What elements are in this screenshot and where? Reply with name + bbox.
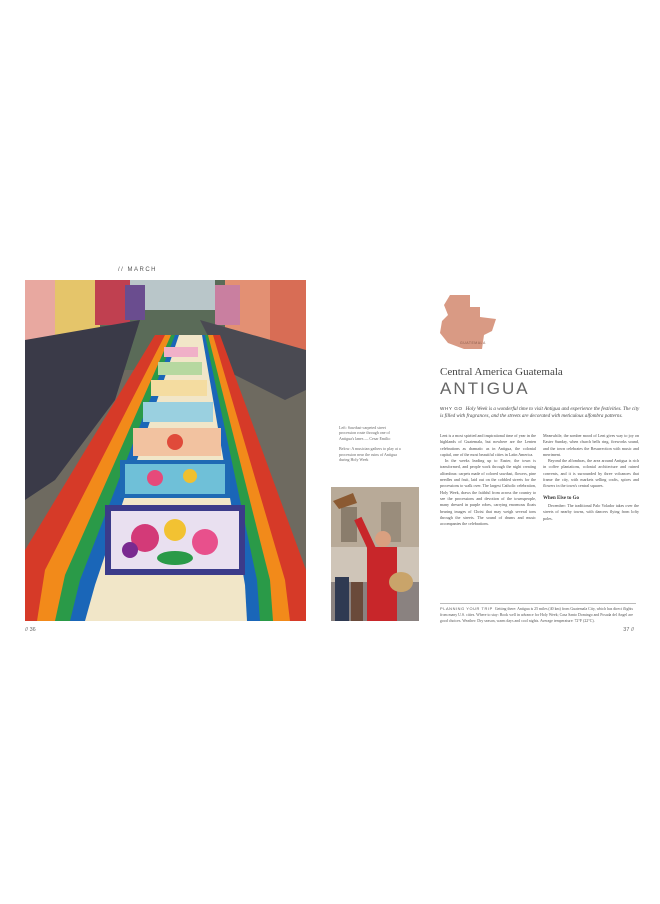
planning-your-trip	[440, 603, 636, 624]
planning-lead: PLANNING YOUR TRIP	[440, 606, 493, 611]
why-go-lead: WHY GO	[440, 406, 463, 411]
body-paragraph: Beyond the alfombras, the area around Antigua is rich in coffee plantations, colonial architecture and ruined convents, and it is surrounded by three volcanoes that frame the city, with markets selling crafts, spices and flowers in the town's central squares.	[543, 458, 639, 489]
section-tag: // MARCH	[118, 267, 157, 273]
planning-text: Getting there: Antigua is 25 miles (40 km) from Guatemala City, which has direct flights from many U.S. cities. Where to stay: Book well in advance for Holy Week; Casa Santo Domingo and Posada del Angel are good choices. Weather: Dry season, warm days and cool nights. Average temperature: 72°F (22°C).	[440, 607, 633, 623]
why-go-text: Holy Week is a wonderful time to visit Antigua and experience the festivities. The city is filled with fragrances, and the streets are decorated with meticulous alfombra patterns.	[440, 406, 640, 419]
body-paragraph: In the weeks leading up to Easter, the town is transformed, and people work through the night creating alfombras: carpets made of colored sawdust, flowers, pine needles and fruit, laid out on the cobbled streets for the processions to walk over. The largest Catholic celebration, Holy Week, draws the faithful from across the country to see the processions and devotion of the townspeople, many dressed in purple robes, carrying enormous floats bearing images of Christ that may weigh several tons through the streets. The sound of drums and music accompanies the celebrations.	[440, 458, 536, 527]
why-go-intro	[440, 405, 640, 420]
page-number-right: 37 //	[623, 627, 634, 633]
caption-below-photo: Below: A musician gathers to play at a procession near the ruins of Antigua during Holy Week	[339, 446, 401, 463]
page-title: ANTIGUA	[440, 379, 530, 398]
body-paragraph: Lent is a most spirited and inspirational time of year in the highlands of Guatemala, but nowhere are the Lenten celebrations as dramatic as in Antigua, the colonial capital, one of the most beautiful cities in Latin America.	[440, 433, 536, 457]
map-label: GUATEMALA	[460, 341, 486, 345]
caption-left-photo: Left: Sawdust-carpeted street procession route through one of Antigua's lanes — Cesar Emilio	[339, 425, 391, 441]
page-number-left: // 36	[25, 627, 36, 633]
when-else-heading: When Else to Go	[543, 495, 579, 501]
body-column-2	[543, 433, 639, 583]
photo-captions	[339, 425, 401, 467]
when-else-text: December: The traditional Palo Volador takes over the streets of nearby towns, with dancers flying from lofty poles.	[543, 502, 639, 521]
body-column-1	[440, 433, 536, 583]
region-heading: Central America Guatemala	[440, 366, 563, 378]
body-paragraph: Meanwhile, the somber mood of Lent gives way to joy on Easter Sunday, when church bells ring, fireworks sound, and the town celebrates the Resurrection with music and merriment.	[543, 433, 639, 457]
main-photo-alfombra-street	[25, 280, 306, 621]
musician-photo	[331, 487, 419, 621]
